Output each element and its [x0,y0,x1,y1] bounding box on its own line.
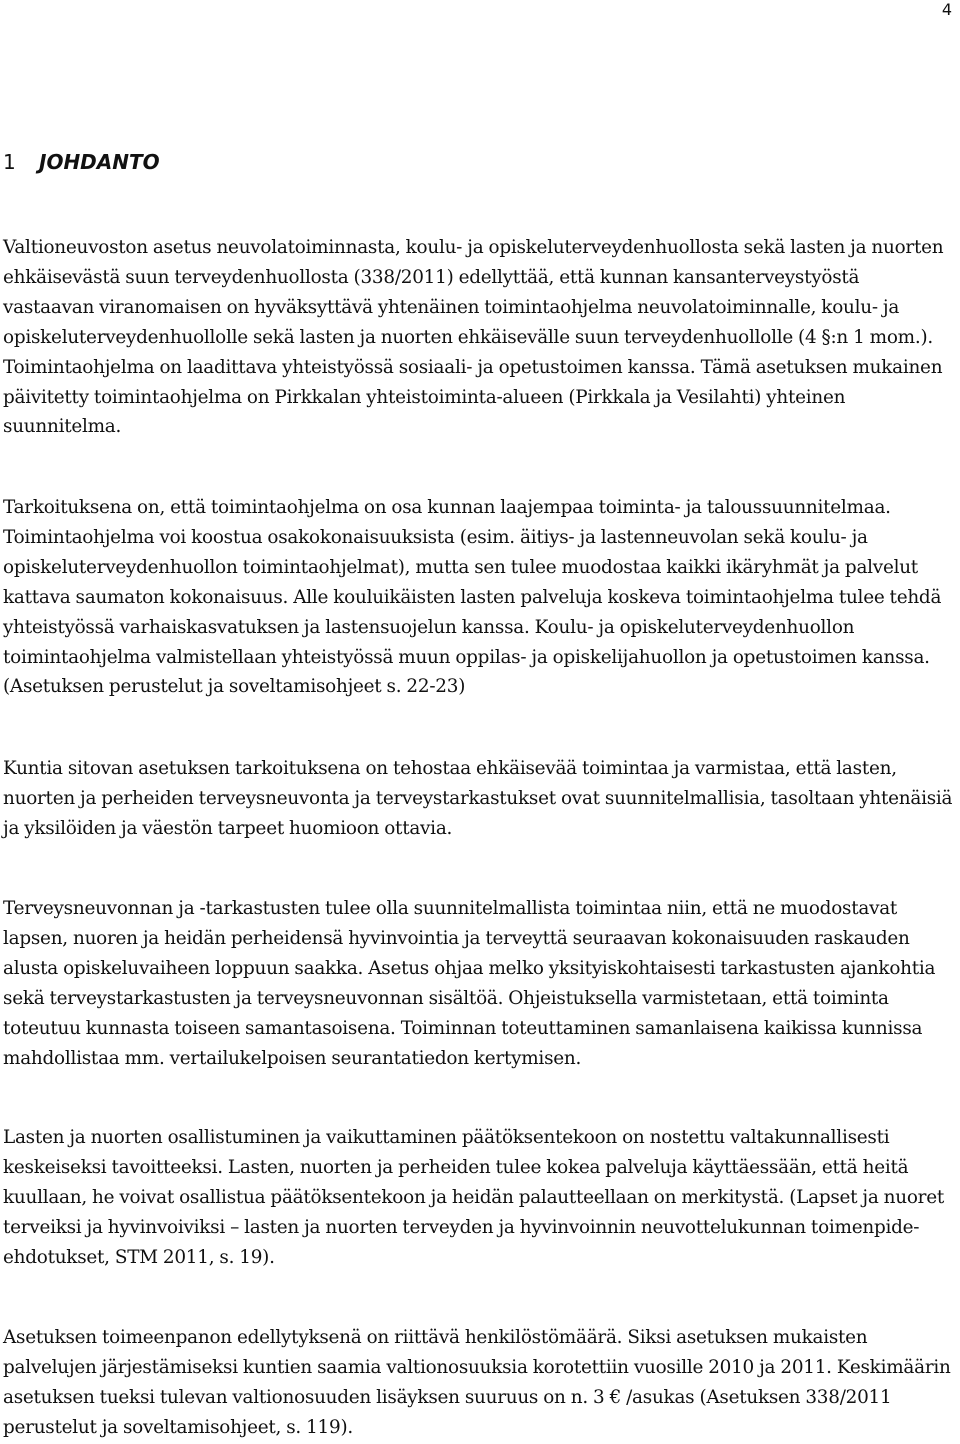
page-number: 4 [941,0,952,19]
paragraph-participation: Lasten ja nuorten osallistuminen ja vaikuttaminen päätöksentekoon on nostettu valtakunnallisesti keskeiseksi tavoitteeksi. Lasten, nuorten ja perheiden tulee kokea palveluja käyttäessään, että heitä kuullaan, he voivat osallistua päätöksentekoon ja heidän palautteellaan on merkitystä. (Lapset ja nuoret terveiksi ja hyvinvoiviksi – lasten ja nuorten terveyden ja hyvinvoinnin neuvottelukunnan toimenpide-ehdotukset, STM 2011, s. 19). [3,1127,944,1268]
section-heading [3,148,160,176]
section-title: JOHDANTO [39,150,160,174]
paragraph-binding-decree: Kuntia sitovan asetuksen tarkoituksena on tehostaa ehkäisevää toimintaa ja varmistaa, että lasten, nuorten ja perheiden terveysneuvonta ja terveystarkastukset ovat suunnitelmallisia, tasoltaan yhtenäisiä ja yksilöiden ja väestön tarpeet huomioon ottavia. [3,758,953,839]
paragraph-staffing: Asetuksen toimeenpanon edellytyksenä on riittävä henkilöstömäärä. Siksi asetuksen mukaisten palvelujen järjestämiseksi kuntien saamia valtionosuuksia korotettiin vuosille 2010 ja 2011. Keskimäärin asetuksen tueksi tulevan valtionosuuden lisäyksen suuruus on n. 3 € /asukas (Asetuksen 338/2011 perustelut ja soveltamisohjeet, s. 119). [3,1327,951,1438]
section-number: 1 [3,150,16,174]
paragraph-purpose: Tarkoituksena on, että toimintaohjelma on osa kunnan laajempaa toiminta- ja taloussuunnitelmaa. Toimintaohjelma voi koostua osakokonaisuuksista (esim. äitiys- ja lastenneuvolan sekä koulu- ja opiskeluterveydenhuollon toimintaohjelmat), mutta sen tulee muodostaa kaikki ikäryhmät ja palvelut kattava saumaton kokonaisuus. Alle kouluikäisten lasten palveluja koskeva toimintaohjelma tulee tehdä yhteistyössä varhaiskasvatuksen ja lastensuojelun kanssa. Koulu- ja opiskeluterveydenhuollon toimintaohjelma valmistellaan yhteistyössä muun oppilas- ja opiskelijahuollon ja opetustoimen kanssa. (Asetuksen perustelut ja soveltamisohjeet s. 22-23) [3,497,942,698]
paragraph-health-counselling: Terveysneuvonnan ja -tarkastusten tulee olla suunnitelmallista toimintaa niin, että ne muodostavat lapsen, nuoren ja heidän perheidensä hyvinvointia ja terveyttä seuraavan kokonaisuuden raskauden alusta opiskeluvaiheen loppuun saakka. Asetus ohjaa melko yksityiskohtaisesti tarkastusten ajankohtia sekä terveystarkastusten ja terveysneuvonnan sisältöä. Ohjeistuksella varmistetaan, että toiminta toteutuu kunnasta toiseen samantasoisena. Toiminnan toteuttaminen samanlaisena kaikissa kunnissa mahdollistaa mm. vertailukelpoisen seurantatiedon kertymisen. [3,898,936,1069]
paragraph-legislation: Valtioneuvoston asetus neuvolatoiminnasta, koulu- ja opiskeluterveydenhuollosta sekä lasten ja nuorten ehkäisevästä suun terveydenhuollosta (338/2011) edellyttää, että kunnan kansanterveystyöstä vastaavan viranomaisen on hyväksyttävä yhtenäinen toimintaohjelma neuvolatoiminnalle, koulu- ja opiskeluterveydenhuollolle sekä lasten ja nuorten ehkäisevälle suun terveydenhuollolle (4 §:n 1 mom.). Toimintaohjelma on laadittava yhteistyössä sosiaali- ja opetustoimen kanssa. Tämä asetuksen mukainen päivitetty toimintaohjelma on Pirkkalan yhteistoiminta-alueen (Pirkkala ja Vesilahti) yhteinen suunnitelma. [3,237,944,438]
